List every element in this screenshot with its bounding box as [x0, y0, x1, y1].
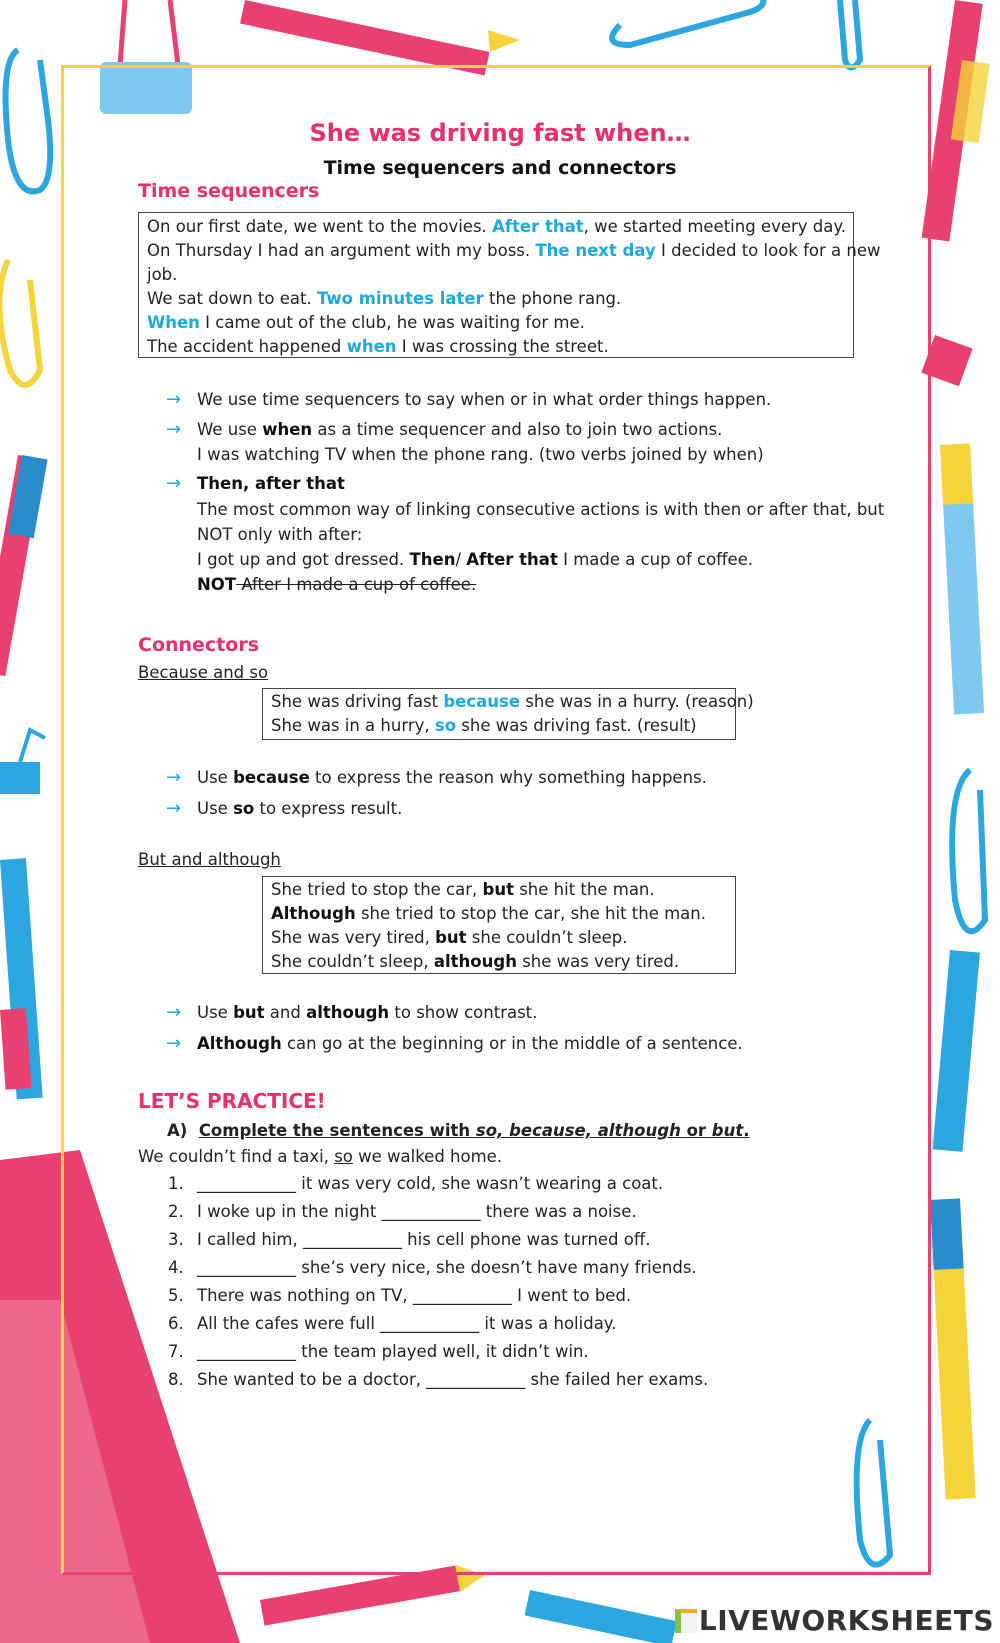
- example-line: She was driving fast because she was in a hurry. (reason): [271, 692, 754, 711]
- example-sentence: I was watching TV when the phone rang. (two verbs joined by when): [197, 445, 764, 464]
- example-line: On Thursday I had an argument with my boss. The next day I decided to look for a new: [147, 241, 881, 260]
- example-line: She was in a hurry, so she was driving fast. (result): [271, 716, 697, 735]
- but-although-example-box: [262, 876, 736, 974]
- example-line: We sat down to eat. Two minutes later the phone rang.: [147, 289, 622, 308]
- liveworksheets-logo[interactable]: LIVEWORKSHEETS: [675, 1604, 994, 1637]
- arrow-right-icon: →: [166, 389, 182, 410]
- arrow-right-icon: →: [166, 1033, 182, 1054]
- example-line: She tried to stop the car, but she hit the man.: [271, 880, 655, 899]
- arrow-right-icon: →: [166, 767, 182, 788]
- example-line: She couldn’t sleep, although she was very tired.: [271, 952, 680, 971]
- arrow-right-icon: →: [166, 798, 182, 819]
- practice-heading: LET’S PRACTICE!: [138, 1089, 326, 1113]
- arrow-right-icon: →: [166, 473, 182, 494]
- example-line: On our first date, we went to the movies. After that, we started meeting every day.: [147, 217, 847, 236]
- but-although-label: But and although: [138, 850, 281, 869]
- exercise-instruction: A) Complete the sentences with so, because, although or but.: [167, 1121, 750, 1140]
- connectors-heading: Connectors: [138, 634, 260, 656]
- incorrect-example: NOT After I made a cup of coffee.: [197, 575, 477, 594]
- example-line: When I came out of the club, he was waiting for me.: [147, 313, 585, 332]
- exercise-example: We couldn’t find a taxi, so we walked home.: [138, 1147, 503, 1166]
- example-line: She was very tired, but she couldn’t sleep.: [271, 928, 628, 947]
- example-line: Although she tried to stop the car, she hit the man.: [271, 904, 706, 923]
- time-sequencers-heading: Time sequencers: [138, 180, 320, 202]
- time-sequencers-example-box: [138, 212, 881, 358]
- because-so-label: Because and so: [138, 663, 269, 682]
- example-sentence: I got up and got dressed. Then/ After that I made a cup of coffee.: [197, 550, 754, 569]
- example-line: The accident happened when I was crossing the street.: [147, 337, 609, 356]
- rule-text: The most common way of linking consecutive actions is with then or after that, but: [197, 500, 885, 519]
- because-so-example-box: [262, 688, 754, 740]
- arrow-right-icon: →: [166, 1002, 182, 1023]
- arrow-right-icon: →: [166, 419, 182, 440]
- logo-square-icon: [675, 1609, 697, 1633]
- page-subtitle: Time sequencers and connectors: [323, 157, 677, 179]
- example-line: job.: [147, 265, 178, 284]
- page-title: She was driving fast when…: [309, 119, 691, 147]
- worksheet: She was driving fast when… Time sequencers and connectors Time sequencers On our first date, we went to the movies. After that, we started meeting every day. On Thursday I had an argument with my boss. The next day I decided to look for a new job. We sat down to eat. Two minutes later the phone rang. When I came out of the club, he was waiting for me. The accident happened when I was crossing the street. → We use time sequencers to say when or in what order things happen. → We use when as a time sequencer and also to join two actions. I was watching TV when the phone rang. (two verbs joined by when) → Then, after that The most common way of linking consecutive actions is with then or after that, but NOT only with after: I got up and got dressed. Then/ After that I made a cup of coffee. NOT After I made a cup of coffee. Connectors Because and so She was driving fast because she was in a hurry. (reason) She was in a hurry, so she was driving fast. (result) → Use because to express the reason why something happens. → Use so to express result. But and although She tried to stop the car, but she hit the man. Although she tried to stop the car, she hit the man. She was very tired, but she couldn’t sleep. She couldn’t sleep, although she was very tired. → Use but and although to show contrast. → Although can go at the beginning or in the middle of a sentence. LET’S PRACTICE! A) Complete the sentences with so, because, although or but. We couldn’t find a taxi, so we walked home. 1. ____________ it was very cold, she wasn’t wearing a coat. 2. I woke up in the night ____________ there was a noise. 3. I called him, ____________ his cell phone was turned off. 4. ____________ she’s very nice, she doesn’t have many friends. 5. There was nothing on TV, ____________ I went to bed. 6. All the cafes were full ____________ it was a holiday. 7. ____________ the team played well, it didn’t win. 8. She wanted to be a doctor, ____________ she failed her exams.: [0, 0, 1000, 1643]
- rule-text: NOT only with after:: [197, 525, 363, 544]
